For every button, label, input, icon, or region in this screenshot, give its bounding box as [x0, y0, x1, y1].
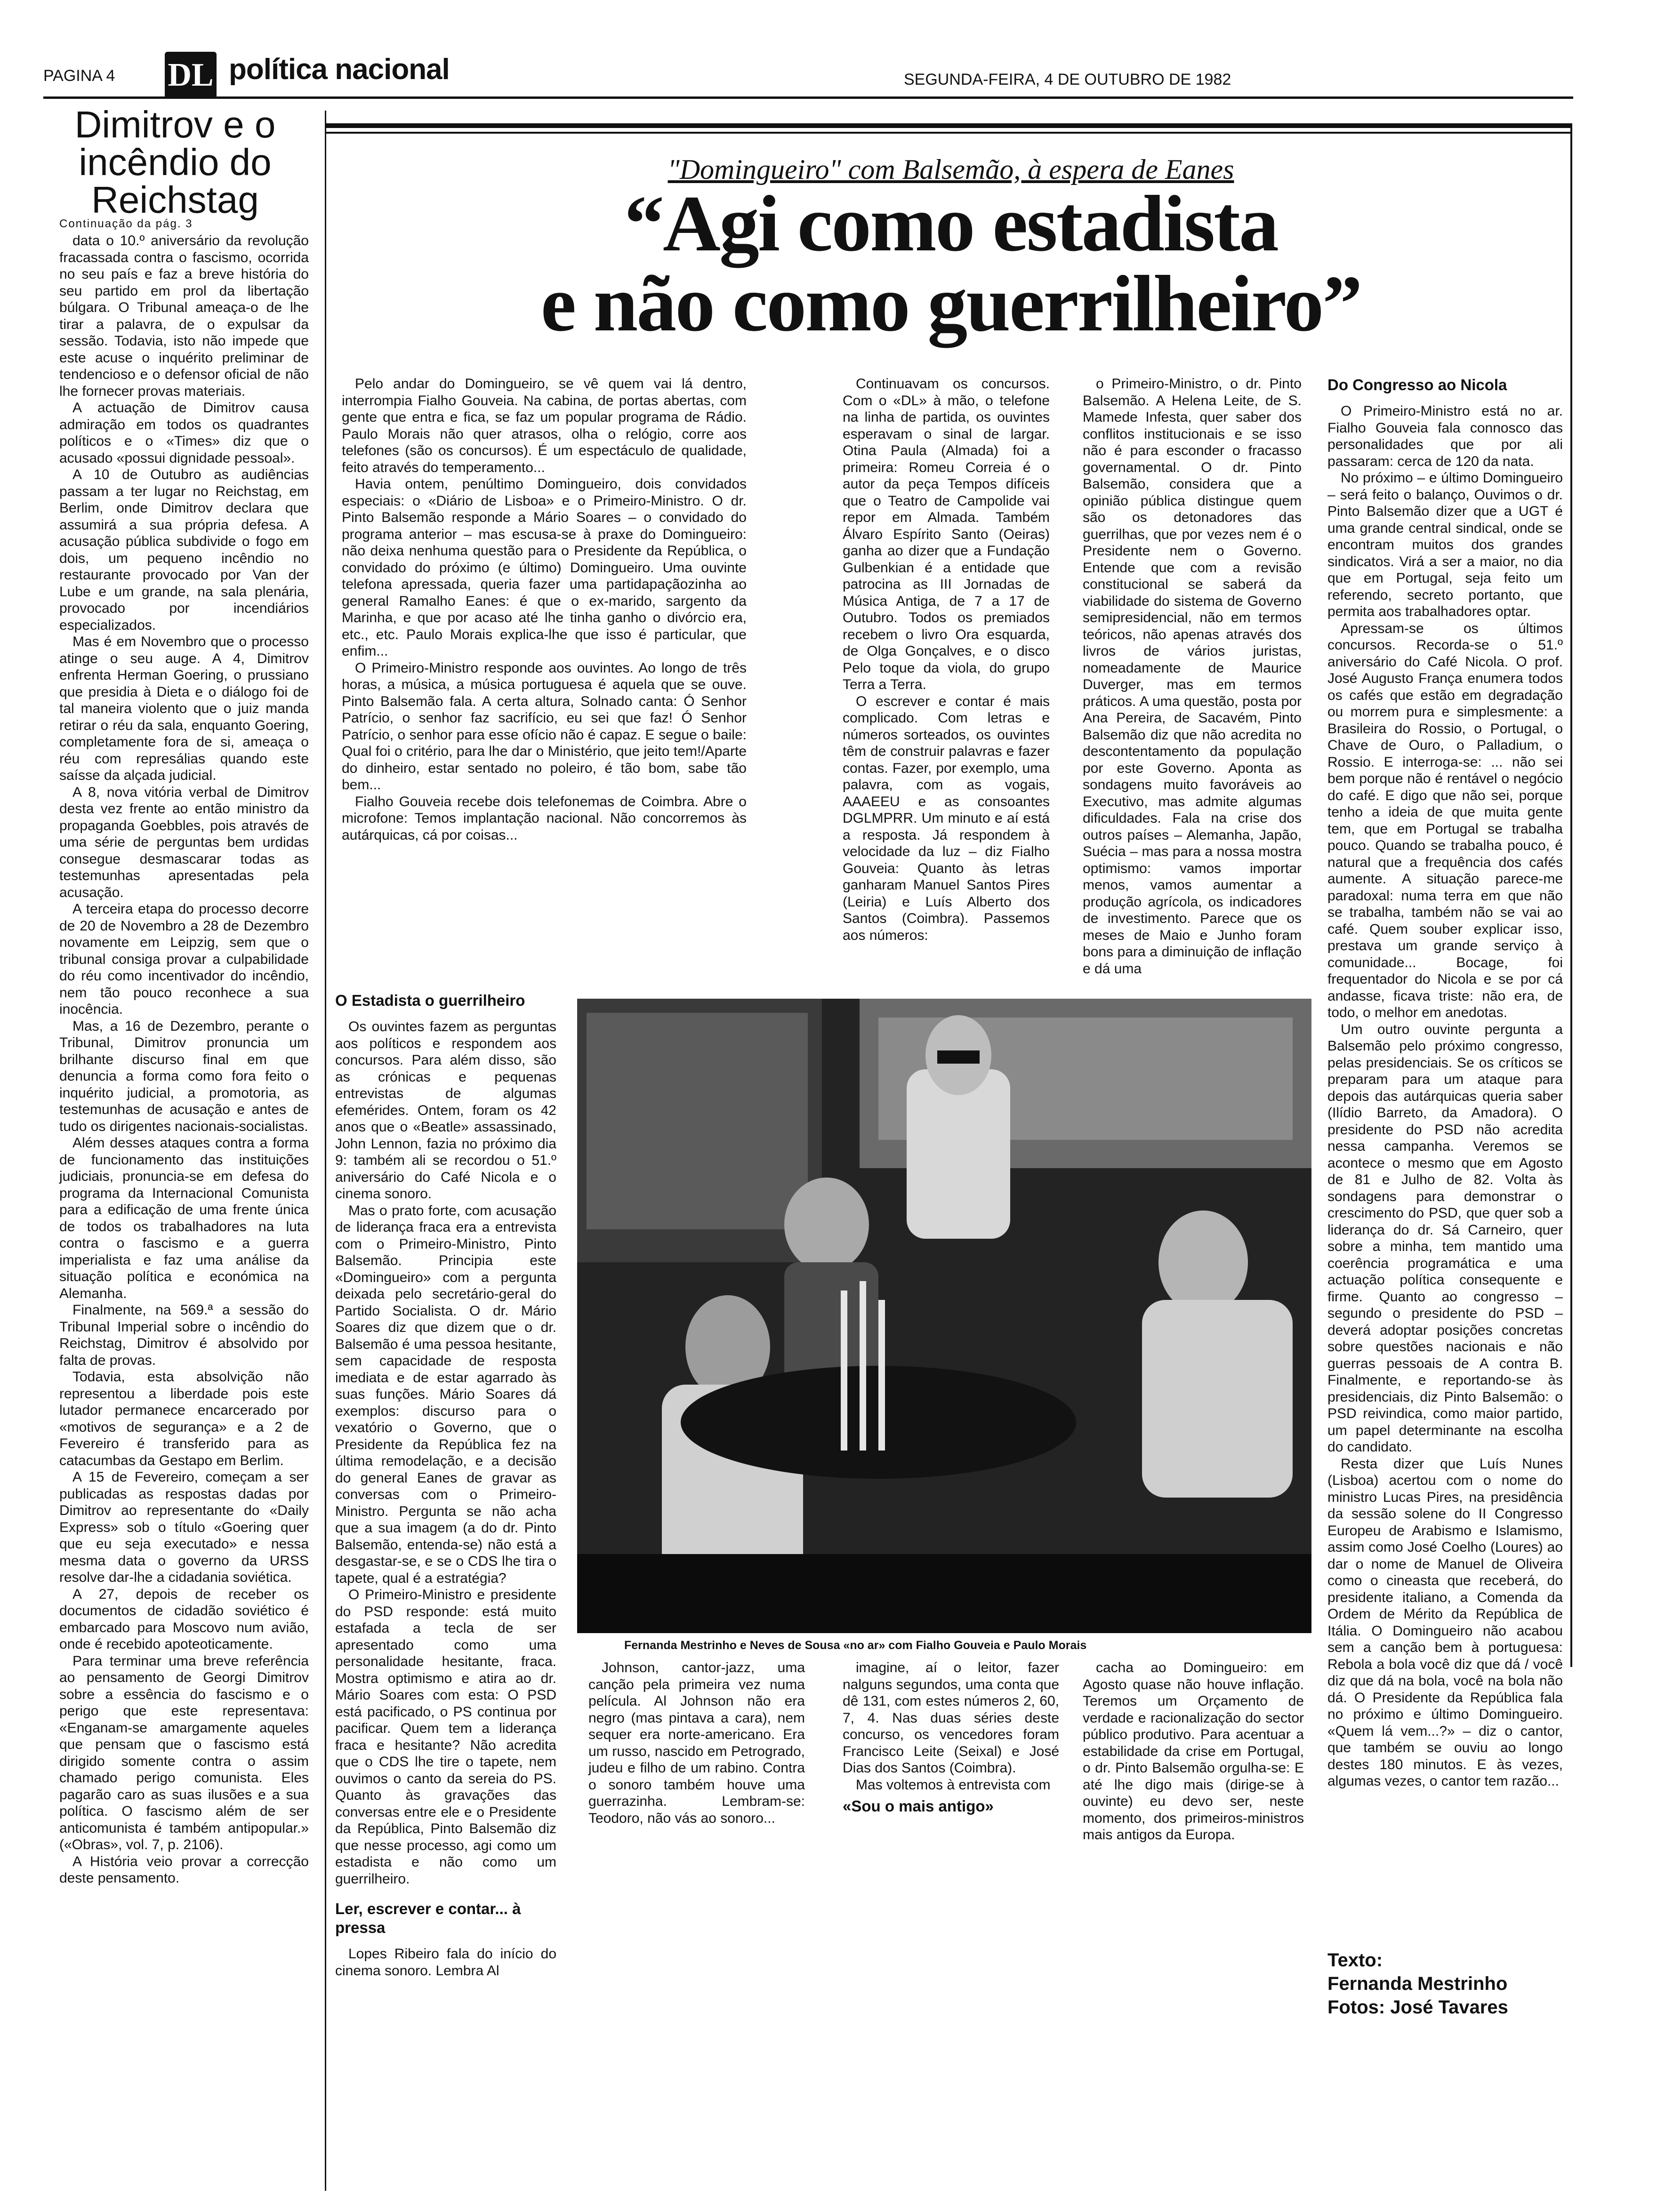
- box-rule: [325, 123, 1572, 128]
- newspaper-logo: DL: [165, 52, 217, 99]
- paragraph: Resta dizer que Luís Nunes (Lisboa) acertou com o nome do ministro Lucas Pires, na presidência da sessão solene do II Congresso Europeu de Arabismo e Islamismo, assim como José Coelho (Loures) ao dar o nome de Manuel de Oliveira como o cineasta que receberá, do presidente italiano, a Comenda da Ordem de Mérito da República de Itália. O Domingueiro não acabou sem a canção bem à portuguesa: Rebola a bola você diz que dá / você diz que dá na bola, você na bola não dá. O Presidente da República fala no próximo e último Domingueiro. «Quem lá vem...?» – diz o cantor, que também se ouviu ao longo destes 180 minutos. E às vezes, algumas vezes, o cantor tem razão...: [1327, 1456, 1563, 1789]
- article-column-1: [342, 376, 747, 843]
- headline-line-2: e não como guerrilheiro”: [540, 259, 1361, 348]
- paragraph: Havia ontem, penúltimo Domingueiro, dois convidados especiais: o «Diário de Lisboa» e o Primeiro-Ministro. O dr. Pinto Balsemão responde a Mário Soares – o convidado do programa anterior – mas escusa-se à praxe do Domingueiro: não deixa nenhuma questão para o Presidente da República, o convidado do próximo (e último) Domingueiro. Uma ouvinte telefona apressada, queria fazer uma partidapaçãozinha ao general Ramalho Eanes: é que o ex-marido, sargento da Marinha, e que por acaso até lhe tinha ganho o divórcio era, etc., etc. Paulo Morais explica-lhe que isso é particular, que enfim...: [342, 476, 747, 659]
- sidebar-headline: Dimitrov e o incêndio do Reichstag: [74, 104, 276, 221]
- paragraph: Apressam-se os últimos concursos. Recorda-se o 51.º aniversário do Café Nicola. O prof. José Augusto França enumera todos os cafés que estão em degradação ou morrem pura e simplesmente: a Brasileira do Rossio, o Portugal, o Chave de Ouro, o Palladium, o Rossio. E interroga-se: ... não sei bem porque não é rentável o negócio do café. E digo que não sei, porque tenho a ideia de que muita gente tem, que em Portugal se trabalha pouco. Quando se trabalha pouco, é natural que a frequência dos cafés aumente. A situação parece-me paradoxal: numa terra em que não se trabalha, também não se vai ao café. Quem souber explicar isso, prestava um grande serviço à comunidade... Bocage, foi frequentador do Nicola e se por cá andasse, ficava triste: não era, de todo, o melhor em anedotas.: [1327, 620, 1563, 1020]
- paragraph: Os ouvintes fazem as perguntas aos políticos e respondem aos concursos. Para além disso, são as crónicas e pequenas entrevistas de algumas efemérides. Ontem, foram os 42 anos que o «Beatle» assassinado, John Lennon, fazia no próximo dia 9: também ali se recordou o 51.º aniversário do Café Nicola e o cinema sonoro.: [335, 1019, 556, 1202]
- paragraph: A História veio provar a correcção deste pensamento.: [59, 1853, 309, 1886]
- lower-column-2: [588, 1659, 805, 1827]
- subhead-congresso: Do Congresso ao Nicola: [1327, 376, 1507, 393]
- paragraph: A terceira etapa do processo decorre de 20 de Novembro a 28 de Dezembro novamente em Leipzig, sem que o tribunal consiga provar a culpabilidade do réu como incentivador do incêndio, nem tão pouco reconhece a sua inocência.: [59, 901, 309, 1017]
- photo-caption: Fernanda Mestrinho e Neves de Sousa «no ar» com Fialho Gouveia e Paulo Morais: [624, 1639, 1087, 1652]
- issue-date: SEGUNDA-FEIRA, 4 DE OUTUBRO DE 1982: [904, 71, 1231, 88]
- paragraph: A 10 de Outubro as audiências passam a ter lugar no Reichstag, em Berlim, onde Dimitrov declara que assumirá a sua própria defesa. A acusação pública subdivide o fogo em dois, um pequeno incêndio no restaurante provocado por Van der Lube e um grande, na sala plenária, provocado por incendiários especializados.: [59, 467, 309, 633]
- paragraph: O Primeiro-Ministro está no ar. Fialho Gouveia fala connosco das personalidades que por ali passaram: cerca de 120 da nata.: [1327, 403, 1563, 469]
- paragraph: Para terminar uma breve referência ao pensamento de Georgi Dimitrov sobre a essência do fascismo e o perigo que este representava: «Enganam-se amargamente aqueles que pensam que o fascismo está dirigido somente contra o assim chamado perigo comunista. Eles pagarão caro as suas ilusões e a sua política. O fascismo além de ser anticomunista é também antipopular.» («Obras», vol. 7, p. 2106).: [59, 1653, 309, 1852]
- paragraph: o Primeiro-Ministro, o dr. Pinto Balsemão. A Helena Leite, de S. Mamede Infesta, quer saber dos conflitos institucionais e se isso não é para esconder o fracasso governamental. O dr. Pinto Balsemão, considera que a opinião pública distingue quem são os detonadores das guerrilhas, que por vezes nem é o Presidente nem o Governo. Entende que com a revisão constitucional se saberá da viabilidade do sistema de Governo semipresidencial, não em termos teóricos, não apenas através dos livros de vários juristas, nomeadamente de Maurice Duverger, mas em termos práticos. A uma questão, posta por Ana Pereira, de Sacavém, Pinto Balsemão diz que não acredita no descontentamento da população por este Governo. Aponta as sondagens muito favoráveis ao Executivo, mas admite algumas dificuldades. Fala na crise dos outros países – Alemanha, Japão, Suécia – mas para a nossa mostra optimismo: vamos importar menos, vamos aumentar a produção agrícola, os indicadores de investimento. Parece que os meses de Maio e Junho foram bons para a diminuição de inflação e dá uma: [1083, 376, 1302, 977]
- masthead-rule: [43, 96, 1573, 99]
- article-credits: [1327, 1948, 1508, 2019]
- paragraph: Todavia, esta absolvição não representou a liberdade pois este lutador permanece encarcerado por «motivos de segurança» e a 2 de Fevereiro é transferido para as catacumbas da Gestapo em Berlim.: [59, 1369, 309, 1468]
- paragraph: Johnson, cantor-jazz, uma canção pela primeira vez numa película. Al Johnson não era negro (mas pintava a cara), nem sequer era norte-americano. Era um russo, nascido em Petrogrado, judeu e filho de um rabino. Contra o sonoro também houve uma guerrazinha. Lembram-se: Teodoro, não vás ao sonoro...: [588, 1660, 805, 1826]
- credits-photos: Fotos: José Tavares: [1327, 1997, 1508, 2018]
- column-divider: [325, 111, 326, 2191]
- article-column-2: [843, 376, 1050, 944]
- paragraph: imagine, aí o leitor, fazer nalguns segundos, uma conta que dê 131, com estes números 2, 60, 7, 4. Nas duas séries deste concurso, os vencedores foram Francisco Leite (Seixal) e José Dias dos Santos (Coimbra).: [843, 1660, 1059, 1776]
- main-headline: [330, 179, 1572, 348]
- paragraph: A 15 de Fevereiro, começam a ser publicadas as respostas dadas por Dimitrov ao representante do «Daily Express» sob o título «Goering quer que eu seja executado» e nessa mesma data o governo da URSS resolve dar-lhe a cidadania soviética.: [59, 1469, 309, 1585]
- paragraph: A actuação de Dimitrov causa admiração em todos os quadrantes políticos e o «Times» diz que o acusado «possui dignidade pessoal».: [59, 400, 309, 466]
- subhead-mais-antigo: «Sou o mais antigo»: [843, 1797, 994, 1815]
- radio-studio-photo: [577, 999, 1311, 1633]
- paragraph: Mas é em Novembro que o processo atinge o seu auge. A 4, Dimitrov enfrenta Herman Goering, o prussiano que presidia à Dieta e o diálogo foi de tal maneira violento que o juiz manda retirar o réu da sala, enquanto Goering, completamente fora de si, ameaça o réu com represálias quando este saísse da alçada judicial.: [59, 634, 309, 783]
- paragraph: O Primeiro-Ministro e presidente do PSD responde: está muito estafada a tecla de ser apresentado como uma personalidade hesitante, fraca. Mostra optimismo e atira ao dr. Mário Soares com esta: O PSD está pacificado, o PS continua por pacificar. Quem tem a liderança fraca e hesitante? Não acredita que o CDS lhe tire o tapete, nem ouvimos o canto da sereia do PS. Quanto às gravações das conversas entre ele e o Presidente da República, Pinto Balsemão diz que nesse processo, agi como um estadista e não como um guerrilheiro.: [335, 1587, 556, 1887]
- paragraph: Continuavam os concursos. Com o «DL» à mão, o telefone na linha de partida, os ouvintes esperavam o sinal de largar. Otina Paula (Almada) foi a primeira: Romeu Correia é o autor da peça Tempos difíceis que o Teatro de Campolide vai repor em Almada. Também Álvaro Espírito Santo (Oeiras) ganha ao dizer que a Fundação Gulbenkian é a entidade que patrocina as III Jornadas de Música Antiga, de 7 a 17 de Outubro. Todos os premiados recebem o livro Ora esquarda, de Olga Gonçalves, e o disco Pelo toque da viola, do grupo Terra a Terra.: [843, 376, 1050, 692]
- paragraph: O escrever e contar é mais complicado. Com letras e números sorteados, os ouvintes têm de construir palavras e fazer contas. Fazer, por exemplo, uma palavra, com as vogais, AAAEEU e as consoantes DGLMPRR. Um minuto e aí está a resposta. Já respondem à velocidade da luz – diz Fialho Gouveia: Quanto às letras ganharam Manuel Santos Pires (Leiria) e Luís Alberto dos Santos (Coimbra). Passemos aos números:: [843, 693, 1050, 943]
- paragraph: Mas voltemos à entrevista com: [856, 1777, 1051, 1793]
- photo-illustration: [577, 999, 1311, 1633]
- article-column-3: [1083, 376, 1302, 977]
- paragraph: Mas, a 16 de Dezembro, perante o Tribunal, Dimitrov pronuncia um brilhante discurso final em que denuncia a forma como fora feito o inquérito judicial, a promotoria, as testemunhas de acusação e antes de tudo os dirigentes nacionais-socialistas.: [59, 1018, 309, 1134]
- subhead-estadista: O Estadista o guerrilheiro: [335, 992, 525, 1009]
- paragraph: Pelo andar do Domingueiro, se vê quem vai lá dentro, interrompia Fialho Gouveia. Na cabina, de portas abertas, com gente que entra e fica, se faz um popular programa de Rádio. Paulo Morais não quer atrasos, olha o relógio, corre aos telefones (são os concursos). É um espectáculo de qualidade, feito através do temperamento...: [342, 376, 747, 475]
- lower-column-4: [1083, 1659, 1304, 1843]
- paragraph: A 27, depois de receber os documentos de cidadão soviético é embarcado para Moscovo num avião, onde é recebido apoteoticamente.: [59, 1586, 309, 1652]
- paragraph: Um outro ouvinte pergunta a Balsemão pelo próximo congresso, pelas presidenciais. Se os críticos se preparam para um ataque para depois das autárquicas queria saber (Ilídio Barreto, da Amadora). O presidente do PSD não acredita nessa campanha. Veremos se acontece o mesmo que em Agosto de 81 e Julho de 82. Volta às sondagens para demonstrar o crescimento do PSD, que quer sob a liderança do dr. Sá Carneiro, quer sobre a minha, tem mantido uma coerência programática e uma actuação política consequente e firme. Quanto ao congresso – segundo o presidente do PSD – deverá adoptar posições concretas sobre questões nacionais e não guerras pessoais de A contra B. Finalmente, e reportando-se às presidenciais, diz Pinto Balsemão: o PSD reivindica, como maior partido, um papel determinante na escolha do candidato.: [1327, 1021, 1563, 1455]
- paragraph: Finalmente, na 569.ª a sessão do Tribunal Imperial sobre o incêndio do Reichstag, Dimitrov é absolvido por falta de provas.: [59, 1302, 309, 1368]
- paragraph: Mas o prato forte, com acusação de liderança fraca era a entrevista com o Primeiro-Ministro, Pinto Balsemão. Principia este «Domingueiro» com a pergunta deixada pelo secretário-geral do Partido Socialista. O dr. Mário Soares diz que dizem que o dr. Balsemão é uma pessoa hesitante, sem capacidade de resposta imediata e de estar agarrado às suas funções. Mário Soares dá exemplos: discurso para o vexatório o Governo, que o Presidente da República fez na última remodelação, e a decisão do general Eanes de gravar as conversas com o Primeiro-Ministro. Pergunta se não acha que a sua imagem (a do dr. Pinto Balsemão, entenda-se) não está a desgastar-se, e se o CDS lhe tira o tapete, qual é a estratégia?: [335, 1202, 556, 1586]
- article-column-4: [1327, 376, 1563, 1790]
- lower-column-1: [335, 979, 556, 1979]
- headline-line-1: “Agi como estadista: [624, 179, 1278, 268]
- paragraph: A 8, nova vitória verbal de Dimitrov desta vez frente ao então ministro da propaganda Goebbles, pois através de uma série de perguntas bem urdidas consegue desmascarar todas as testemunhas apresentadas pela acusação.: [59, 784, 309, 900]
- paragraph: cacha ao Domingueiro: em Agosto quase não houve inflação. Teremos um Orçamento de verdade e racionalização do sector público produtivo. Para acentuar a estabilidade da crise em Portugal, o dr. Pinto Balsemão orgulha-se: E até lhe digo mais (dirige-se à ouvinte) eu devo ser, neste momento, dos primeiros-ministros mais antigos da Europa.: [1083, 1660, 1304, 1843]
- subhead-ler-escrever: Ler, escrever e contar... à pressa: [335, 1900, 521, 1936]
- box-rule: [325, 132, 1572, 134]
- box-rule: [1570, 123, 1572, 1667]
- paragraph: No próximo – e último Domingueiro – será feito o balanço, Ouvimos o dr. Pinto Balsemão dizer que a UGT é uma grande central sindical, onde se encontram muitos dos grandes sindicatos. Virá a ser a maior, no dia que em Portugal, seja feito um referendo, secreto portanto, que permita aos trabalhadores optar.: [1327, 470, 1563, 619]
- page-number: PAGINA 4: [43, 67, 115, 85]
- paragraph: Lopes Ribeiro fala do início do cinema sonoro. Lembra Al: [335, 1946, 556, 1979]
- lower-column-3: [843, 1659, 1059, 1824]
- credits-heading: Texto:: [1327, 1950, 1383, 1971]
- paragraph: Fialho Gouveia recebe dois telefonemas de Coimbra. Abre o microfone: Temos implantação nacional. Não concorremos às autárquicas, cá por coisas...: [342, 793, 747, 843]
- kicker: "Domingueiro" com Balsemão, à espera de Eanes: [668, 154, 1234, 185]
- paragraph: Além desses ataques contra a forma de funcionamento das instituições judiciais, pronuncia-se em defesa do programa da Internacional Comunista para a edificação de uma frente única de todos os trabalhadores na luta contra o fascismo e a guerra imperialista e faz uma análise da situação política e económica na Alemanha.: [59, 1135, 309, 1301]
- continuation-note: Continuação da pág. 3: [59, 217, 193, 230]
- sidebar-body: [59, 232, 309, 1887]
- paragraph: data o 10.º aniversário da revolução fracassada contra o fascismo, ocorrida no seu país e faz a breve história do seu partido em prol da libertação búlgara. O Tribunal ameaça-o de lhe tirar a palavra, de o expulsar da sessão. Todavia, isto não impede que este acuse o inquérito preliminar de tendencioso e o defensor oficial de não lhe fornecer provas materiais.: [59, 233, 309, 399]
- paragraph: O Primeiro-Ministro responde aos ouvintes. Ao longo de três horas, a música, a música portuguesa é aquela que se ouve. Pinto Balsemão fala. A certa altura, Solnado canta: Ó Senhor Patrício, o senhor faz sacrifício, eu sei que faz! Ó Senhor Patrício, o senhor para esse ofício não é capaz. E segue o baile: Qual foi o critério, para lhe dar o Ministério, que jeito tem!/Aparte do dinheiro, estar sentado no poleiro, é tão bom, sabe tão bem...: [342, 660, 747, 793]
- section-title: política nacional: [229, 53, 450, 86]
- credits-author: Fernanda Mestrinho: [1327, 1973, 1508, 1994]
